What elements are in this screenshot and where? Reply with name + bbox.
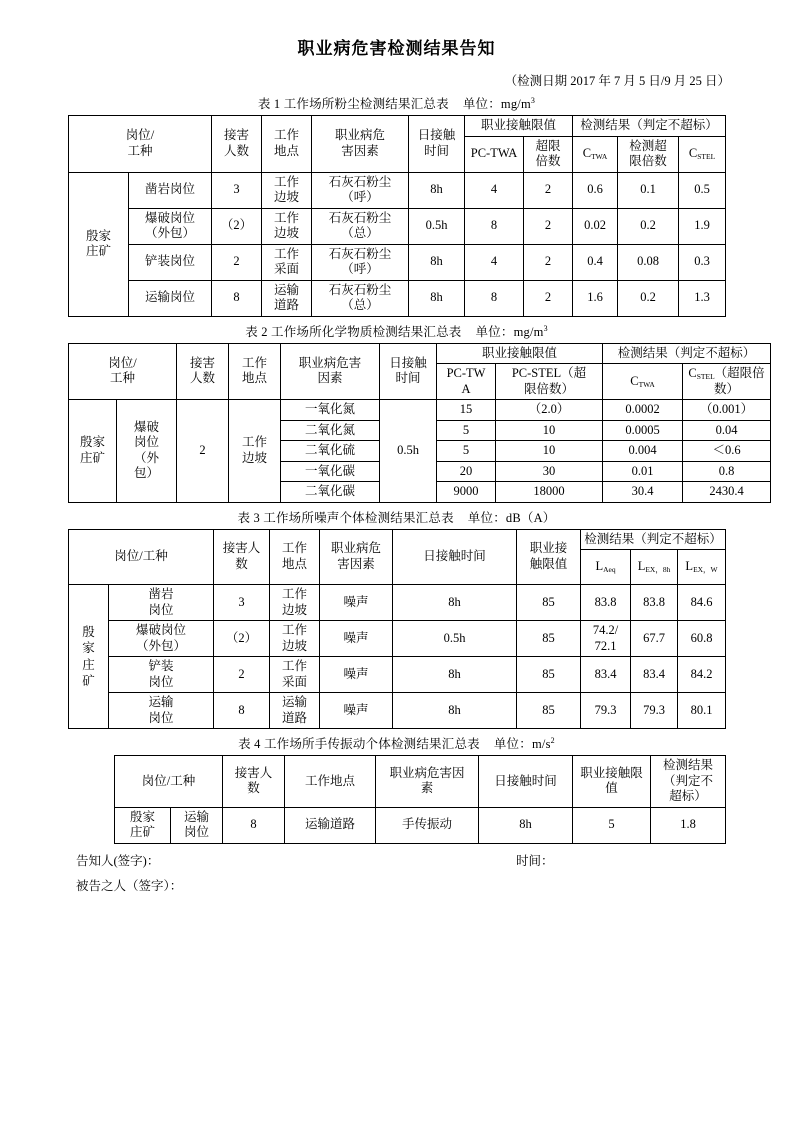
cell-location: 工作 边坡 — [262, 208, 312, 244]
mine-name-cell: 殷 家 庄 矿 — [69, 585, 109, 729]
table1-caption — [0, 89, 793, 115]
cell-lex8h: 79.3 — [631, 693, 678, 729]
th-c-stel: $C_{STEL}$（超限倍 数） — [683, 364, 771, 400]
cell-duration: 8h — [479, 807, 573, 843]
table3-caption — [0, 503, 793, 529]
cell-pc-stel: 30 — [496, 461, 603, 482]
th-post: 岗位/工种 — [115, 756, 223, 808]
table2-wrapper — [68, 343, 765, 503]
cell-c-stel: 1.9 — [679, 208, 726, 244]
cell-lexw: 60.8 — [678, 621, 726, 657]
cell-result-excess: 0.08 — [618, 244, 679, 280]
cell-factor: 二氧化硫 — [281, 441, 380, 462]
cell-people: 2 — [177, 400, 229, 503]
th-location: 工作 地点 — [270, 529, 320, 585]
cell-people: 2 — [212, 244, 262, 280]
cell-lex8h: 67.7 — [631, 621, 678, 657]
cell-c-stel: 0.04 — [683, 420, 771, 441]
cell-lex8h: 83.8 — [631, 585, 678, 621]
cell-location: 工作 边坡 — [229, 400, 281, 503]
th-location: 工作 地点 — [229, 343, 281, 400]
th-location: 工作地点 — [285, 756, 376, 808]
cell-c-stel: 1.3 — [679, 280, 726, 316]
cell-c-stel: 0.3 — [679, 244, 726, 280]
table4-wrapper — [68, 755, 725, 844]
table4-unit-sup: 2 — [550, 736, 555, 745]
cell-pc-twa: 4 — [465, 244, 524, 280]
table1-unit-label: 单位： — [462, 97, 501, 111]
th-duration: 日接触时间 — [479, 756, 573, 808]
table-row — [115, 807, 726, 843]
th-duration: 日接触时间 — [393, 529, 517, 585]
cell-post: 运输岗位 — [129, 280, 212, 316]
cell-limit: 85 — [517, 657, 581, 693]
notifier-signature-label: 告知人(签字)： — [76, 853, 160, 868]
cell-factor: 手传振动 — [376, 807, 479, 843]
table1-wrapper — [68, 115, 725, 317]
table3-unit-label: 单位：dB（A） — [467, 510, 556, 525]
mine-name-cell: 殷家 庄矿 — [69, 172, 129, 316]
cell-limit: 85 — [517, 693, 581, 729]
table-row — [69, 400, 771, 421]
cell-excess-multiple: 2 — [524, 280, 573, 316]
cell-c-twa: 0.4 — [573, 244, 618, 280]
cell-limit: 5 — [573, 807, 651, 843]
cell-post: 爆破岗位 （外包） — [109, 621, 214, 657]
th-limit-group: 职业接触限值 — [437, 343, 603, 364]
chemical-results-table — [68, 343, 771, 503]
th-result-group: 检测结果（判定不超标） — [581, 529, 726, 550]
cell-factor: 一氧化氮 — [281, 400, 380, 421]
cell-duration: 8h — [409, 244, 465, 280]
cell-c-stel: （0.001） — [683, 400, 771, 421]
footer-row-notifier — [76, 851, 793, 869]
table3-caption-text: 表 3 工作场所噪声个体检测结果汇总表 — [237, 510, 454, 525]
th-c-stel: $C_{STEL}$ — [679, 136, 726, 172]
cell-post: 铲装岗位 — [129, 244, 212, 280]
cell-laeq: 83.8 — [581, 585, 631, 621]
cell-c-stel: ＜0.6 — [683, 441, 771, 462]
table2-header-row-1 — [69, 343, 771, 364]
cell-location: 工作 采面 — [262, 244, 312, 280]
cell-c-twa: 0.0005 — [603, 420, 683, 441]
cell-location: 运输 道路 — [262, 280, 312, 316]
th-people: 接害人 数 — [223, 756, 285, 808]
th-result-group: 检测结果（判定不超标） — [573, 116, 726, 137]
cell-limit: 85 — [517, 621, 581, 657]
cell-pc-twa: 5 — [437, 441, 496, 462]
cell-location: 工作 边坡 — [270, 585, 320, 621]
cell-factor: 石灰石粉尘 （呼） — [312, 244, 409, 280]
cell-people: 3 — [214, 585, 270, 621]
cell-post: 运输 岗位 — [171, 807, 223, 843]
cell-excess-multiple: 2 — [524, 244, 573, 280]
th-limit: 职业接触限 值 — [573, 756, 651, 808]
cell-factor: 噪声 — [320, 621, 393, 657]
table2-unit-sup: 3 — [543, 323, 548, 333]
cell-result: 1.8 — [651, 807, 726, 843]
cell-c-twa: 1.6 — [573, 280, 618, 316]
mine-name-cell: 殷家 庄矿 — [69, 400, 117, 503]
table1-caption-text: 表 1 工作场所粉尘检测结果汇总表 — [257, 97, 449, 111]
mine-name-cell: 殷家 庄矿 — [115, 807, 171, 843]
table2-unit-value: mg/m — [513, 324, 544, 339]
cell-c-twa: 0.6 — [573, 172, 618, 208]
cell-factor: 石灰石粉尘 （总） — [312, 280, 409, 316]
table1-unit-sup: 3 — [530, 96, 536, 105]
cell-people: （2） — [214, 621, 270, 657]
dust-results-table — [68, 115, 726, 317]
signature-footer — [0, 844, 793, 894]
cell-location: 运输道路 — [285, 807, 376, 843]
th-c-twa: $C_{TWA}$ — [573, 136, 618, 172]
th-lex8h: $L_{EX,8h}$ — [631, 550, 678, 585]
notified-signature-label: 被告之人（签字）： — [76, 878, 183, 893]
table2-caption — [0, 317, 793, 343]
table1-header-row-1 — [69, 116, 726, 137]
cell-duration: 0.5h — [409, 208, 465, 244]
cell-c-twa: 0.01 — [603, 461, 683, 482]
table1-unit-value: mg/m — [500, 97, 531, 111]
cell-post: 运输 岗位 — [109, 693, 214, 729]
table4-caption-text: 表 4 工作场所手传振动个体检测结果汇总表 — [238, 737, 480, 751]
cell-people: （2） — [212, 208, 262, 244]
table4-unit-label: 单位： — [493, 737, 532, 751]
cell-duration: 8h — [409, 280, 465, 316]
th-factor: 职业病危 害因素 — [320, 529, 393, 585]
cell-factor: 噪声 — [320, 657, 393, 693]
cell-pc-twa: 15 — [437, 400, 496, 421]
cell-lex8h: 83.4 — [631, 657, 678, 693]
cell-pc-stel: 18000 — [496, 482, 603, 503]
cell-factor: 石灰石粉尘 （呼） — [312, 172, 409, 208]
cell-people: 8 — [212, 280, 262, 316]
th-pc-twa: PC-TW A — [437, 364, 496, 400]
cell-result-excess: 0.2 — [618, 208, 679, 244]
cell-people: 2 — [214, 657, 270, 693]
cell-people: 8 — [223, 807, 285, 843]
th-people: 接害人 数 — [214, 529, 270, 585]
cell-post: 爆破岗位 （外包） — [129, 208, 212, 244]
th-duration: 日接触 时间 — [380, 343, 437, 400]
th-post: 岗位/ 工种 — [69, 116, 212, 173]
cell-location: 运输 道路 — [270, 693, 320, 729]
table4-unit-value: m/s — [531, 737, 551, 751]
cell-location: 工作 边坡 — [270, 621, 320, 657]
cell-pc-stel: 10 — [496, 420, 603, 441]
table3-wrapper — [68, 529, 725, 730]
table-row — [69, 208, 726, 244]
cell-laeq: 79.3 — [581, 693, 631, 729]
cell-c-twa: 0.004 — [603, 441, 683, 462]
cell-result-excess: 0.2 — [618, 280, 679, 316]
th-pc-stel: PC-STEL（超 限倍数） — [496, 364, 603, 400]
table-row — [69, 585, 726, 621]
noise-results-table — [68, 529, 726, 730]
cell-duration: 8h — [393, 657, 517, 693]
cell-excess-multiple: 2 — [524, 172, 573, 208]
table4-header-row — [115, 756, 726, 808]
cell-lexw: 84.6 — [678, 585, 726, 621]
cell-laeq: 83.4 — [581, 657, 631, 693]
cell-people: 8 — [214, 693, 270, 729]
cell-pc-stel: 10 — [496, 441, 603, 462]
cell-factor: 一氧化碳 — [281, 461, 380, 482]
cell-post: 凿岩岗位 — [129, 172, 212, 208]
cell-pc-stel: （2.0） — [496, 400, 603, 421]
cell-c-stel: 2430.4 — [683, 482, 771, 503]
cell-factor: 噪声 — [320, 693, 393, 729]
cell-pc-twa: 8 — [465, 280, 524, 316]
cell-post: 铲装 岗位 — [109, 657, 214, 693]
detection-date-line: （检测日期 2017 年 7 月 5 日/9 月 25 日） — [504, 74, 730, 88]
th-duration: 日接触 时间 — [409, 116, 465, 173]
table3-header-row-1 — [69, 529, 726, 550]
cell-factor: 二氧化氮 — [281, 420, 380, 441]
cell-pc-twa: 9000 — [437, 482, 496, 503]
th-result: 检测结果（判定不 超标） — [651, 756, 726, 808]
th-c-twa: $C_{TWA}$ — [603, 364, 683, 400]
cell-location: 工作 采面 — [270, 657, 320, 693]
th-lexw: $L_{EX,W}$ — [678, 550, 726, 585]
th-result-excess: 检测超 限倍数 — [618, 136, 679, 172]
th-post: 岗位/工种 — [69, 529, 214, 585]
table4-caption — [0, 729, 793, 755]
cell-factor: 二氧化碳 — [281, 482, 380, 503]
cell-lexw: 84.2 — [678, 657, 726, 693]
cell-pc-twa: 5 — [437, 420, 496, 441]
table-row — [69, 280, 726, 316]
table-row — [69, 693, 726, 729]
table2-unit-label: 单位： — [475, 324, 514, 339]
hand-vibration-results-table — [114, 755, 726, 844]
cell-people: 3 — [212, 172, 262, 208]
cell-lexw: 80.1 — [678, 693, 726, 729]
th-post: 岗位/ 工种 — [69, 343, 177, 400]
th-factor: 职业病危害 因素 — [281, 343, 380, 400]
cell-post: 凿岩 岗位 — [109, 585, 214, 621]
th-people: 接害 人数 — [212, 116, 262, 173]
cell-result-excess: 0.1 — [618, 172, 679, 208]
th-limit-group: 职业接触限值 — [465, 116, 573, 137]
cell-laeq: 74.2/ 72.1 — [581, 621, 631, 657]
cell-location: 工作 边坡 — [262, 172, 312, 208]
cell-factor: 石灰石粉尘 （总） — [312, 208, 409, 244]
table2-caption-text: 表 2 工作场所化学物质检测结果汇总表 — [245, 324, 462, 339]
cell-duration: 8h — [393, 693, 517, 729]
th-people: 接害 人数 — [177, 343, 229, 400]
cell-c-twa: 0.0002 — [603, 400, 683, 421]
table-row — [69, 621, 726, 657]
table-row — [69, 244, 726, 280]
footer-row-notified — [76, 869, 793, 894]
cell-post: 爆破 岗位 （外 包） — [117, 400, 177, 503]
cell-pc-twa: 20 — [437, 461, 496, 482]
th-limit: 职业接 触限值 — [517, 529, 581, 585]
cell-excess-multiple: 2 — [524, 208, 573, 244]
cell-factor: 噪声 — [320, 585, 393, 621]
cell-pc-twa: 4 — [465, 172, 524, 208]
page-title: 职业病危害检测结果告知 — [297, 39, 496, 58]
cell-duration: 0.5h — [393, 621, 517, 657]
cell-duration: 8h — [409, 172, 465, 208]
table-row — [69, 657, 726, 693]
th-laeq: $L_{Aeq}$ — [581, 550, 631, 585]
cell-pc-twa: 8 — [465, 208, 524, 244]
th-factor: 职业病危害因 素 — [376, 756, 479, 808]
cell-c-twa: 0.02 — [573, 208, 618, 244]
th-result-group: 检测结果（判定不超标） — [603, 343, 771, 364]
cell-c-stel: 0.8 — [683, 461, 771, 482]
cell-duration: 0.5h — [380, 400, 437, 503]
table-row — [69, 172, 726, 208]
th-location: 工作 地点 — [262, 116, 312, 173]
cell-c-twa: 30.4 — [603, 482, 683, 503]
time-label: 时间： — [516, 853, 554, 868]
th-excess-multiple: 超限 倍数 — [524, 136, 573, 172]
cell-limit: 85 — [517, 585, 581, 621]
cell-duration: 8h — [393, 585, 517, 621]
cell-c-stel: 0.5 — [679, 172, 726, 208]
th-factor: 职业病危 害因素 — [312, 116, 409, 173]
th-pc-twa: PC-TWA — [465, 136, 524, 172]
